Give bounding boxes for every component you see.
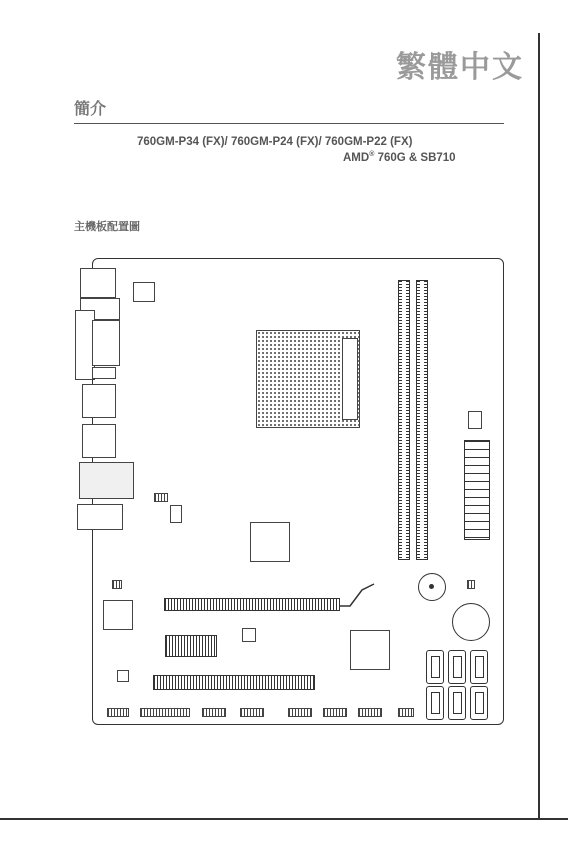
chipset-line: [343, 151, 456, 164]
vga-port: [92, 320, 120, 366]
page-frame-bottom: [0, 818, 568, 820]
dimm-slot-2: [416, 280, 428, 560]
pcie-x16-slot: [164, 598, 340, 611]
page-frame-right: [538, 33, 540, 820]
sata-port-3: [470, 650, 488, 684]
tpm-header: [240, 708, 264, 717]
clear-cmos-jumper: [467, 580, 475, 589]
page-title: 繁體中文: [396, 50, 524, 85]
ps2-port: [80, 268, 116, 298]
buzzer: [418, 573, 446, 601]
front-panel-header: [398, 708, 414, 717]
usb-stack-1: [82, 384, 116, 418]
cd-in-header: [112, 580, 122, 589]
serial-port-header: [140, 708, 190, 717]
sata-port-6: [470, 686, 488, 720]
dimm-slot-1: [398, 280, 410, 560]
lan-chip: [117, 670, 129, 682]
southbridge-chip: [350, 630, 390, 670]
usb-header-3: [358, 708, 382, 717]
jumper-header: [154, 493, 168, 502]
cpu-socket-lever: [342, 338, 358, 420]
atx-12v-connector: [133, 282, 155, 302]
audio-jacks: [77, 504, 123, 530]
audio-codec-chip: [103, 600, 133, 630]
section-heading: 簡介: [74, 99, 107, 118]
usb-lan-stack: [82, 424, 116, 458]
cmos-battery: [452, 603, 490, 641]
front-audio-header: [107, 708, 129, 717]
sata-port-4: [426, 686, 444, 720]
northbridge-chip: [250, 522, 290, 562]
heading-divider: [74, 123, 504, 124]
sata-port-1: [426, 650, 444, 684]
sata-port-5: [448, 686, 466, 720]
pci-slot: [153, 675, 315, 690]
lan-port: [79, 462, 134, 499]
chipset-models: 760G & SB710: [374, 151, 456, 164]
layout-title: 主機板配置圖: [74, 220, 140, 233]
atx-24pin-connector: [464, 440, 490, 540]
registered-mark: ®: [369, 151, 375, 158]
model-list: 760GM-P34 (FX)/ 760GM-P24 (FX)/ 760GM-P22 (FX): [137, 136, 413, 148]
spdif-header: [202, 708, 226, 717]
slot-latch: [338, 580, 378, 610]
usb-header-1: [288, 708, 312, 717]
sata-port-2: [448, 650, 466, 684]
bios-chip: [242, 628, 256, 642]
usb-header-2: [323, 708, 347, 717]
system-fan-header: [170, 505, 182, 523]
vga-bracket: [92, 367, 116, 379]
pcie-x1-slot: [165, 635, 217, 657]
chipset-brand: AMD: [343, 151, 370, 164]
cpu-fan-header: [468, 411, 482, 429]
